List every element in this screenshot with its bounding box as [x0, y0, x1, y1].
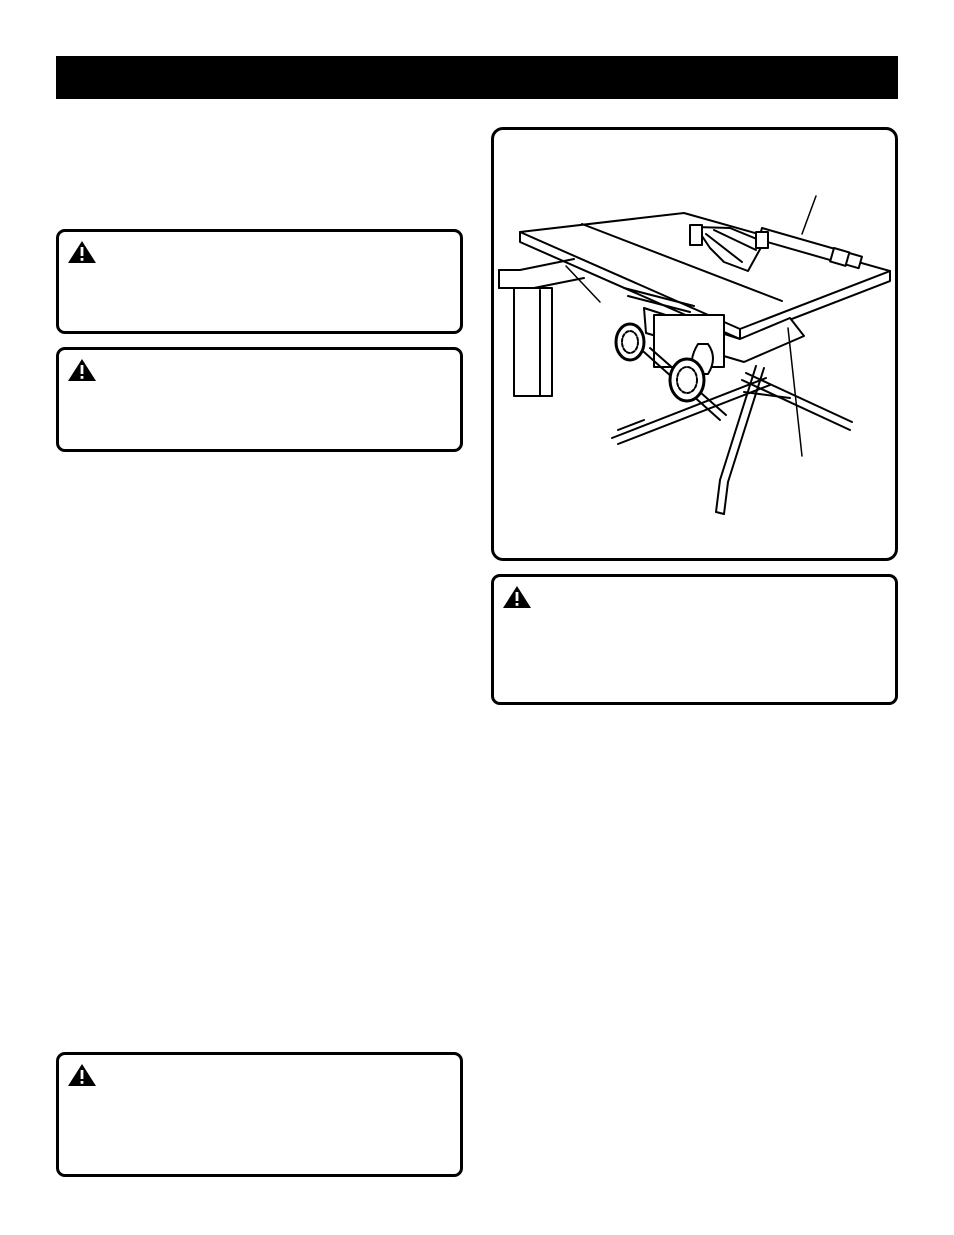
warning-box-3	[491, 574, 898, 705]
warning-triangle-icon	[67, 358, 97, 382]
warning-triangle-icon	[67, 1063, 97, 1087]
outfeed-support-table	[499, 259, 584, 396]
warning-triangle-icon	[67, 240, 97, 264]
warning-box-4	[56, 1052, 463, 1177]
warning-box-1	[56, 229, 463, 334]
table-saw-illustration	[494, 130, 895, 558]
section-header-bar	[56, 56, 898, 99]
warning-box-2	[56, 347, 463, 452]
figure-table-saw	[491, 127, 898, 561]
folding-stand	[612, 348, 852, 514]
warning-triangle-icon	[502, 585, 532, 609]
